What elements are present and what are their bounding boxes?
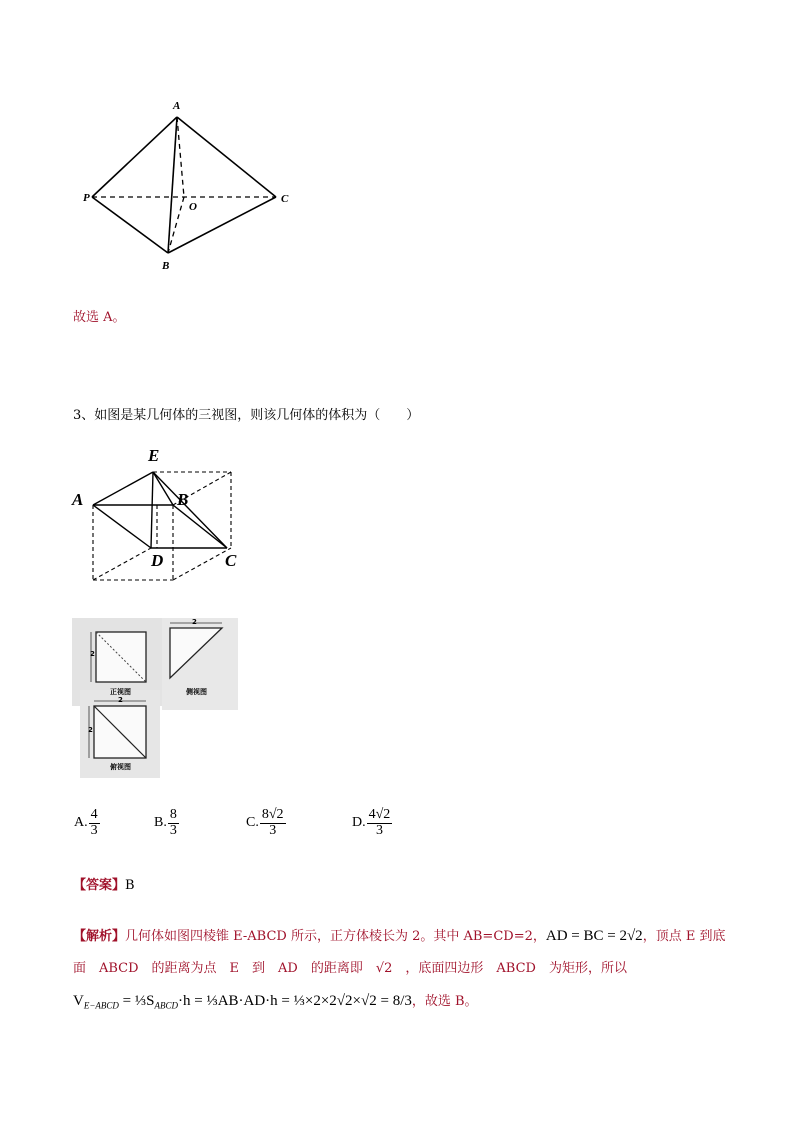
label-A1: A: [173, 100, 181, 112]
analysis-line-3: $V_{E-ABCD}$ = $\frac{1}{3}S_{ABCD}\cdot h$ = ⅓AB·AD·h = ⅓×2×2√2×√2 = 8/3，故选 B。: [73, 993, 478, 1011]
front-dim: 2: [90, 650, 95, 658]
option-c: C. $\frac{8√2}{3}$: [246, 807, 284, 838]
label-A2: A: [72, 490, 84, 509]
answer-value: B: [125, 878, 135, 893]
answer-label: 【答案】: [73, 878, 126, 893]
label-C2: C: [225, 551, 237, 570]
question-text: 3、如图是某几何体的三视图，则该几何体的体积为（ ）: [73, 408, 420, 423]
answer-prev: 故选 A。: [73, 310, 126, 325]
analysis-line-2: 面 ABCD 的距离为点 E 到 AD 的距离即 √2 ，底面四边形 ABCD 为矩形，所以: [73, 961, 627, 976]
answer-line: [73, 874, 135, 893]
analysis-label: 【解析】: [73, 929, 126, 944]
label-B2: B: [177, 490, 189, 509]
option-d: D. $\frac{4√2}{3}$: [352, 807, 391, 838]
analysis-line-1: 【解析】几何体如图四棱锥 E-ABCD 所示，正方体棱长为 2。其中 AB=CD=2，AD = BC = 2√2，顶点 E 到底: [73, 928, 726, 944]
top-view-label: 俯视图: [110, 763, 131, 771]
label-D: D: [151, 551, 164, 570]
top-dim-h: 2: [118, 696, 123, 704]
side-view-label: 侧视图: [186, 688, 207, 696]
option-b: B. $\frac{8}{3}$: [154, 807, 177, 838]
front-view-label: 正视图: [110, 688, 131, 696]
figure-pyramid: [70, 95, 310, 285]
option-a: A. $\frac{4}{3}$: [74, 807, 98, 838]
figure-cube-pyramid: [85, 460, 245, 585]
three-views-image: [72, 610, 238, 778]
label-B1: B: [162, 260, 170, 272]
label-C1: C: [281, 193, 289, 205]
side-dim: 2: [192, 618, 197, 626]
label-O: O: [189, 201, 197, 213]
top-dim-v: 2: [88, 726, 93, 734]
label-E: E: [148, 446, 160, 465]
label-P: P: [83, 192, 90, 204]
